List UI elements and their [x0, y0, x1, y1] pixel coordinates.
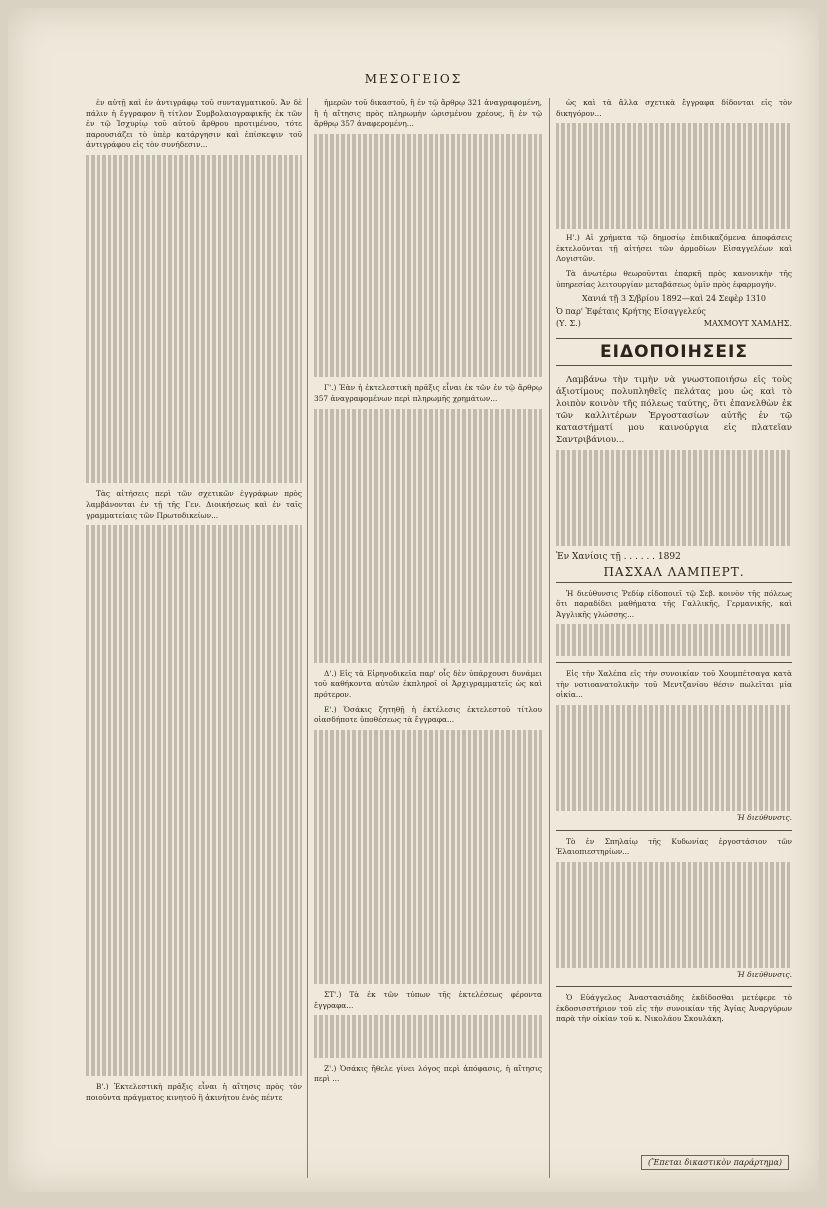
- notice-text: Ὁ Εὐάγγελος Ἀναστασιάδης ἐκδίδοσθαι μετέφερε τὸ ἐκδοσισστήριον τοῦ εἰς τὴν συνοικίαν τῆς Ἁγίας Ἀναργύρων παρὰ τὴν οἰκίαν τοῦ κ. Νικολάου Σκουλάκη.: [556, 993, 792, 1024]
- article-paragraph: Ε'.) Ὁσάκις ζητηθῇ ἡ ἐκτέλεσις ἐκτελεστοῦ τίτλου οἱασδήποτε ὑποθέσεως τὰ ἔγγραφα...: [314, 704, 542, 725]
- text-block: [556, 450, 792, 546]
- advertiser-name: ΠΑΣΧΑΛ ΛΑΜΠΕΡΤ.: [603, 565, 745, 580]
- article-paragraph: Β'.) Ἐκτελεστικὴ πρᾶξις εἶναι ἡ αἴτησις πρὸς τὸν ποιοῦντα πράγματος κινητοῦ ἢ ἀκινήτου ἐνὸς πέντε: [86, 1082, 302, 1102]
- text-block: [86, 155, 302, 483]
- newspaper-page: [8, 8, 819, 1192]
- column-middle: [314, 98, 542, 1178]
- decree-date: Χανιά τῇ 3 Σ/βρίου 1892—καὶ 24 Σεφὲρ 1310: [582, 294, 766, 304]
- article-paragraph: ἐν αὐτῇ καὶ ἐν ἀντιγράφῳ τοῦ συνταγματικοῦ. Ἀν δὲ πάλιν ἡ ἔγγραφον ἢ τίτλον Συμβολαιογραφικῆς ἐκ τῶν ἐν τῷ Ἰσχυρίῳ τοῦ αὐτοῦ ἄρθρου προτιμένου, τότε παρουσιάζει τὸ ὑπὲρ κατάργησιν καὶ ἐπίσκεψιν τοῦ ἀντιγράφου εἰς τὸν συνήδεσιν...: [86, 98, 302, 150]
- notice-box: [556, 986, 792, 1025]
- column-divider: [549, 98, 550, 1178]
- notice-text: Τὸ ἐν Σπηλαίῳ τῆς Κυδωνίας ἐργοστάσιον τῶν Ἐλαιοπιεστηρίων...: [556, 836, 792, 857]
- article-paragraph: Η'.) Αἱ χρήματα τῷ δημοσίῳ ἐπιδικαζόμενα ἀποφάσεις ἐκτελοῦνται τῇ αἰτήσει τῶν ἁρμοδίων Εἰσαγγελέων καὶ Λογιστῶν.: [556, 233, 792, 264]
- notice-signature: Ἡ διεύθυνσις.: [737, 969, 792, 979]
- signature-title: Ὁ παρ' Ἐφέταις Κρήτης Εἰσαγγελεύς: [556, 306, 706, 316]
- notice-signature: Ἡ διεύθυνσις.: [737, 812, 792, 822]
- signature-name: ΜΑΧΜΟΥΤ ΧΑΜΔΗΣ.: [703, 319, 792, 329]
- article-paragraph: ΣΤ'.) Τὰ ἐκ τῶν τύπων τῆς ἐκτελέσεως φέροντα ἔγγραφα...: [314, 990, 542, 1010]
- column-right: [556, 98, 792, 1178]
- notice-box: [556, 662, 792, 823]
- text-block: [314, 134, 542, 378]
- signature-initials: (Υ. Σ.): [556, 319, 581, 329]
- ad-date-text: Ἐν Χανίοις τῇ . . . . . . 1892: [556, 552, 681, 563]
- text-block: [314, 730, 542, 984]
- notice-text: Εἰς τὴν Χαλέπα εἰς τὴν συνοικίαν τοῦ Χουμπέτσαγα κατὰ τὴν νοτιοανατολικὴν τοῦ Μεντζανίου θέσιν πωλεῖται μία οἰκία...: [556, 669, 792, 700]
- article-paragraph: Τὰ ἀνωτέρω θεωροῦνται ἐπαρκῆ πρὸς κανονικὴν τῆς ὑπηρεσίας λειτουργίαν μεταβάσεως ὑμῖν πρὸς ἐφαρμογήν.: [556, 268, 792, 289]
- column-left: [86, 98, 302, 1178]
- article-paragraph: Δ'.) Εἰς τὰ Εἰρηνοδικεῖα παρ' οἷς δὲν ὑπάρχουσι δυνάμει τοῦ καθήκοντα αὐτῶν ἐκπληροῖ οἱ Ἀρχιγραμματεῖς ὡς καὶ πρότερον.: [314, 668, 542, 700]
- article-paragraph: Τὰς αἰτήσεις περὶ τῶν σχετικῶν ἐγγράφων πρὸς λαμβάνονται ἐν τῇ τῆς Γεν. Διοικήσεως καὶ ἐν ταῖς γραμματείαις τῶν Πρωτοδικείων...: [86, 489, 302, 520]
- text-block: [314, 1015, 542, 1057]
- section-divider: [556, 365, 792, 366]
- signature-block: [556, 319, 792, 330]
- notice-box: [556, 830, 792, 981]
- article-paragraph: ἡμερῶν τοῦ δικαστοῦ, ἢ ἐν τῷ ἄρθρῳ 321 ἀναγραφομένη, ἢ ἡ αἴτησις πρὸς πληρωμὴν ὡρισμένου χρέους, ἢ ἐν τῷ ἄρθρῳ 357 ἀναφερομένη...: [314, 98, 542, 129]
- advertisement-date: [556, 552, 792, 563]
- article-paragraph: ὡς καὶ τὰ ἄλλα σχετικὰ ἔγγραφα δίδονται εἰς τὸν δικηγόρον...: [556, 98, 792, 118]
- section-heading: ΕΙΔΟΠΟΙΗΣΕΙΣ: [600, 341, 748, 362]
- notice-box: [556, 582, 792, 657]
- signature-block: [556, 307, 792, 318]
- text-block: [556, 123, 792, 229]
- advertisement-text: Λαμβάνω τὴν τιμὴν νὰ γνωστοποιήσω εἰς τοὺς ἀξιοτίμους πολυπληθεῖς πελάτας μου ὡς καὶ τὸ λοιπὸν κοινὸν τῆς πόλεως ταύτης, ὅτι ἐπανελθὼν ἐκ τῶν καλλιτέρων Ἐργοστασίων αὐτῆς ἐν τῷ καταστήματί μου καινούργια εἰς πλατεῖαν Σαντριβάνιου...: [556, 375, 792, 446]
- notice-text: Ἡ διεύθυνσις Ῥεδίφ εἰδοποιεῖ τῷ Σεβ. κοινὸν τῆς πόλεως ὅτι παραδίδει μαθήματα τῆς Γαλλικῆς, Γερμανικῆς, καὶ Ἀγγλικῆς γλώσσης...: [556, 588, 792, 619]
- article-paragraph: Ζ'.) Ὁσάκις ἤθελε γίνει λόγος περὶ ἀπόφασις, ἡ αἴτησις περὶ ...: [314, 1063, 542, 1084]
- section-divider: [556, 338, 792, 339]
- text-block: [314, 409, 542, 663]
- column-divider: [307, 98, 308, 1178]
- continuation-note: (Ἕπεται δικαστικὸν παράρτημα): [641, 1155, 789, 1170]
- article-paragraph: Γ'.) Ἐὰν ἡ ἐκτελεστικὴ πρᾶξις εἶναι ἐκ τῶν ἐν τῷ ἄρθρῳ 357 ἀναγραφομένων περὶ πληρωμῆς χρημάτων...: [314, 383, 542, 404]
- text-block: [86, 525, 302, 1076]
- masthead-title: ΜΕΣΟΓΕΙΟΣ: [364, 72, 463, 86]
